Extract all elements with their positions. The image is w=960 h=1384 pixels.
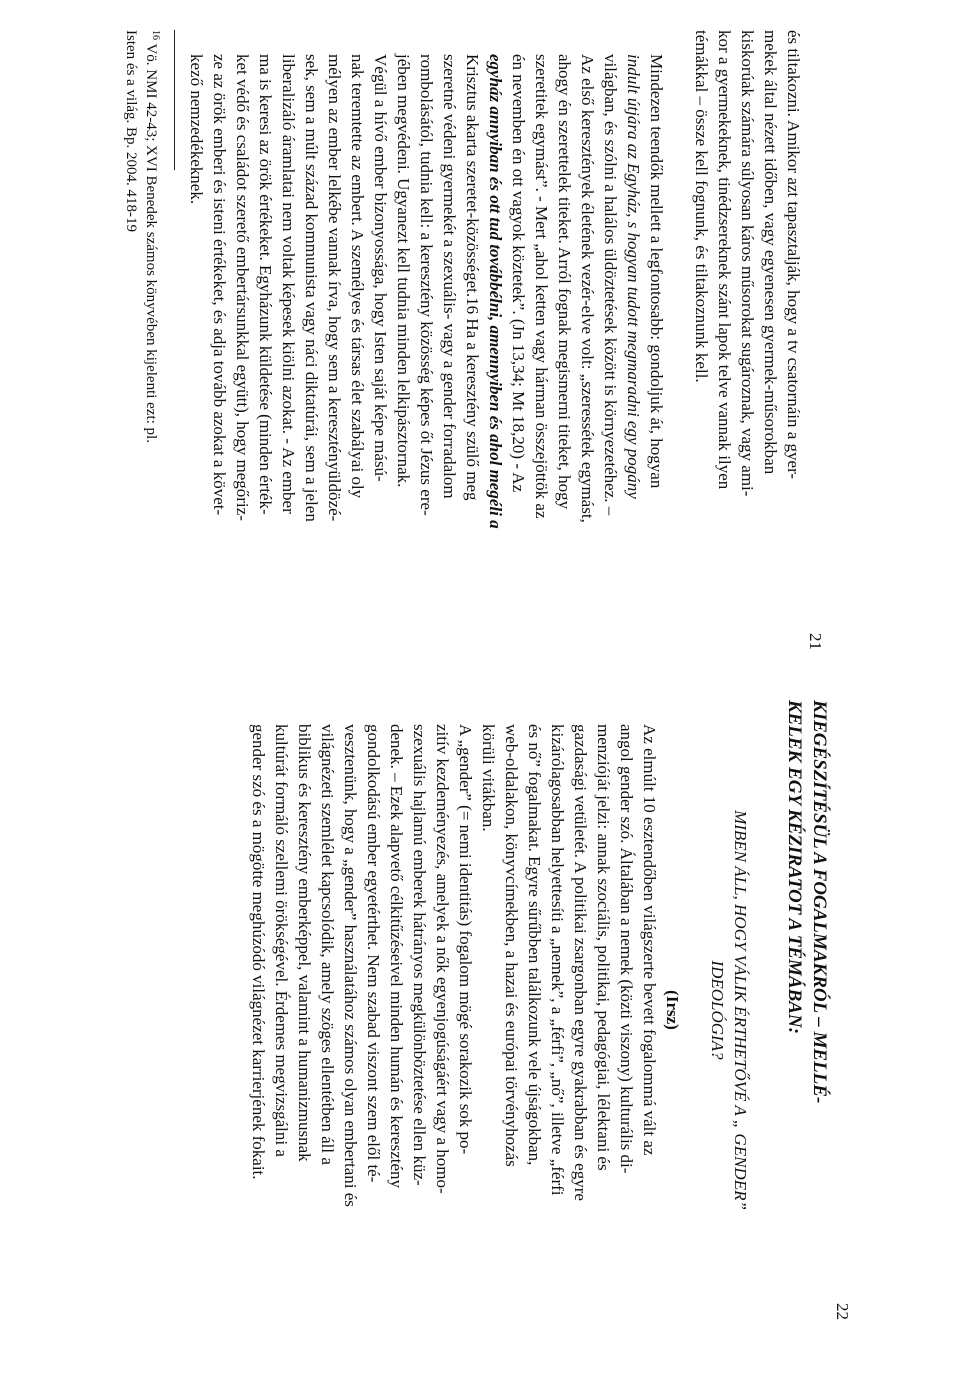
article-subtitle bbox=[706, 700, 752, 1320]
text-line: Az első keresztények életének vezér-elve volt: „szeressétek egymást, bbox=[578, 54, 597, 523]
text-line: web-oldalakon, könyvcímekben, a hazai és európai törvényhozás bbox=[502, 724, 521, 1167]
text-line: világnézeti szemlélet kapcsolódik, amely szöges ellentétben áll a bbox=[318, 724, 337, 1165]
text-line: gender szó és a mögötte meghúzódó világnézet karrierjének fokait. bbox=[249, 724, 268, 1180]
text-line: ahogy én szerettelek titeket. Arról fognak megismerni titeket, hogy bbox=[555, 54, 574, 510]
paragraph-3 bbox=[185, 30, 392, 650]
page-22 bbox=[92, 700, 862, 1320]
text-line: kor a gyermekeknek, tinédzsereknek szánt lapok telve vannak ilyen bbox=[715, 30, 734, 490]
text-line: menzióját jelzi: annak szociális, politikai, pedagógiai, lélektani és bbox=[594, 724, 613, 1171]
text-line: biblikus és keresztény emberképpel, valamint a humanizmusnak bbox=[295, 724, 314, 1162]
text-line: gazdasági vetületét. A politikai zsargonban egyre gyakrabban és egyre bbox=[571, 724, 590, 1201]
footnote bbox=[121, 30, 165, 650]
text-line: mélyen az ember lelkébe vannak írva, hogy sem a keresztényüldözé- bbox=[325, 54, 344, 522]
text-line: Az elmúlt 10 esztendőben világszerte bevett fogalommá vált az bbox=[640, 724, 659, 1156]
byline: (Irsz) bbox=[663, 990, 682, 1030]
paragraph-1 bbox=[477, 700, 661, 1320]
text-line: kultúrát formáló szellemi örökségével. Érdemes megvizsgálni a bbox=[272, 724, 291, 1157]
body-text bbox=[247, 700, 832, 1320]
text-line: Mindezen teendők mellett a legfontosabb: gondoljuk át, hogyan bbox=[647, 54, 666, 489]
text-line: rombolásától, tudnia kell: a keresztény közösség képes őt Jézus ere- bbox=[417, 54, 436, 516]
page-number: 22 bbox=[833, 1303, 852, 1320]
text-line: témákkal – össze kell fognunk, és tiltakoznunk kell. bbox=[692, 30, 711, 383]
text-line: kező nemzedékeknek. bbox=[187, 54, 206, 205]
text-line: indult útjára az Egyház, s hogyan tudott megmaradni egy pogány bbox=[624, 54, 643, 499]
text-line: angol gender szó. Általában a nemek (közti viszony) kulturális di- bbox=[617, 724, 636, 1174]
text-line: Krisztus akarta szeretet-közösséget.16 Ha a keresztény szülő meg bbox=[463, 54, 482, 501]
text-line: ma is keresi az örök értékeket. Egyházunk küldetése (minden érték- bbox=[256, 54, 275, 515]
subtitle-line: IDEOLÓGIA? bbox=[708, 960, 727, 1060]
title-line: KELEK EGY KÉZIRATOT A TÉMÁBAN: bbox=[784, 700, 805, 1034]
page-number: 21 bbox=[806, 633, 825, 650]
text-line: Végül a hívő ember bizonyossága, hogy Isten saját képe mású- bbox=[371, 54, 390, 482]
text-line: vesztenünk, hogy a „gender” használatához számos olyan embertani és bbox=[341, 724, 360, 1207]
text-line: A „gender” (= nemi identitás) fogalom mögé sorakozik sok po- bbox=[456, 724, 475, 1155]
paragraph-1 bbox=[690, 30, 805, 650]
text-line: kizárólagosabban helyettesíti a „nemek”, a „férfi”, „nő”, illetve „férfi bbox=[548, 724, 567, 1196]
text-line: jében megvédeni. Ugyanezt kell tudnia minden lelkipásztornak. bbox=[394, 54, 413, 488]
article-title bbox=[782, 700, 832, 1320]
text-line: szeretitek egymást”. - Mert „ahol ketten vagy hárman összejöttök az bbox=[532, 54, 551, 519]
page-21 bbox=[65, 30, 835, 650]
footnote-line-1 bbox=[141, 30, 165, 650]
subtitle-line: MIBEN ÁLL, HOGY VÁLIK ÉRTHETŐVÉ A „ GENDER” bbox=[731, 810, 750, 1210]
text-line: és tiltakozni. Amikor azt tapasztalják, hogy a tv csatornáin a gyer- bbox=[784, 30, 803, 480]
text-line: sek, sem a múlt század kommunista vagy náci diktatúrái, sem a jelen bbox=[302, 54, 321, 522]
title-line: KIEGÉSZÍTÉSÜL A FOGALMAKRÓL – MELLÉ- bbox=[809, 700, 830, 1104]
text-line: körüli vitákban. bbox=[479, 724, 498, 832]
text-line: egyház annyiban és ott tud továbbélni, amennyiben és ahol megéli a bbox=[486, 54, 505, 529]
text-line: szeretné védeni gyermekét a szexuális- vagy a gender forradalom bbox=[440, 54, 459, 499]
text-line: kiskorúak számára súlyosan káros műsorokat sugároznak, vagy ami- bbox=[738, 30, 757, 497]
footnote-text: Vö. NMI 42-43; XVI Benedek számos könyvében kijelenti ezt: pl. bbox=[143, 40, 159, 443]
paragraph-2 bbox=[247, 700, 477, 1320]
footnote-line-2: Isten és a világ. Bp. 2004. 418-19 bbox=[123, 30, 139, 233]
text-line: és nő” fogalmakat. Egyre sűrűbben találkozunk vele újságokban, bbox=[525, 724, 544, 1166]
text-line: ket védő és családot szerető embertársunkkal együtt), hogy megőriz- bbox=[233, 54, 252, 521]
footnote-divider bbox=[174, 30, 175, 170]
body-text bbox=[185, 30, 805, 650]
text-line: zitív kezdeményezés, amelyek a nők egyenjogúságáért vagy a homo- bbox=[433, 724, 452, 1194]
text-line: ze az örök emberi és isteni értékeket, és adja tovább azokat a követ- bbox=[210, 54, 229, 516]
text-line: én nevemben én ott vagyok köztetek”. (Jn 13,34; Mt 18,20) - Az bbox=[509, 54, 528, 493]
text-line: mekek által nézett időben, vagy egyenesen gyermek-műsorokban bbox=[761, 30, 780, 475]
text-line: liberalizáló áramlatai nem voltak képesek kiölni azokat. - Az ember bbox=[279, 54, 298, 514]
paragraph-2 bbox=[392, 30, 668, 650]
text-line: világban, és szólni a halálos üldöztetések között is környezetéhez. – bbox=[601, 54, 620, 516]
text-line: nak teremtette az embert. A személyes és társas élet szabályai oly bbox=[348, 54, 367, 499]
text-line: denek. – Ezek alapvető célkitűzéseivel minden humán és keresztény bbox=[387, 724, 406, 1189]
footnote-number: 16 bbox=[150, 30, 161, 40]
text-line: szexuális hajlamú emberek hátrányos megkülönböztetése ellen küz- bbox=[410, 724, 429, 1186]
text-line: gondolkodású ember egyetérthet. Nem szabad viszont szem elől té- bbox=[364, 724, 383, 1183]
